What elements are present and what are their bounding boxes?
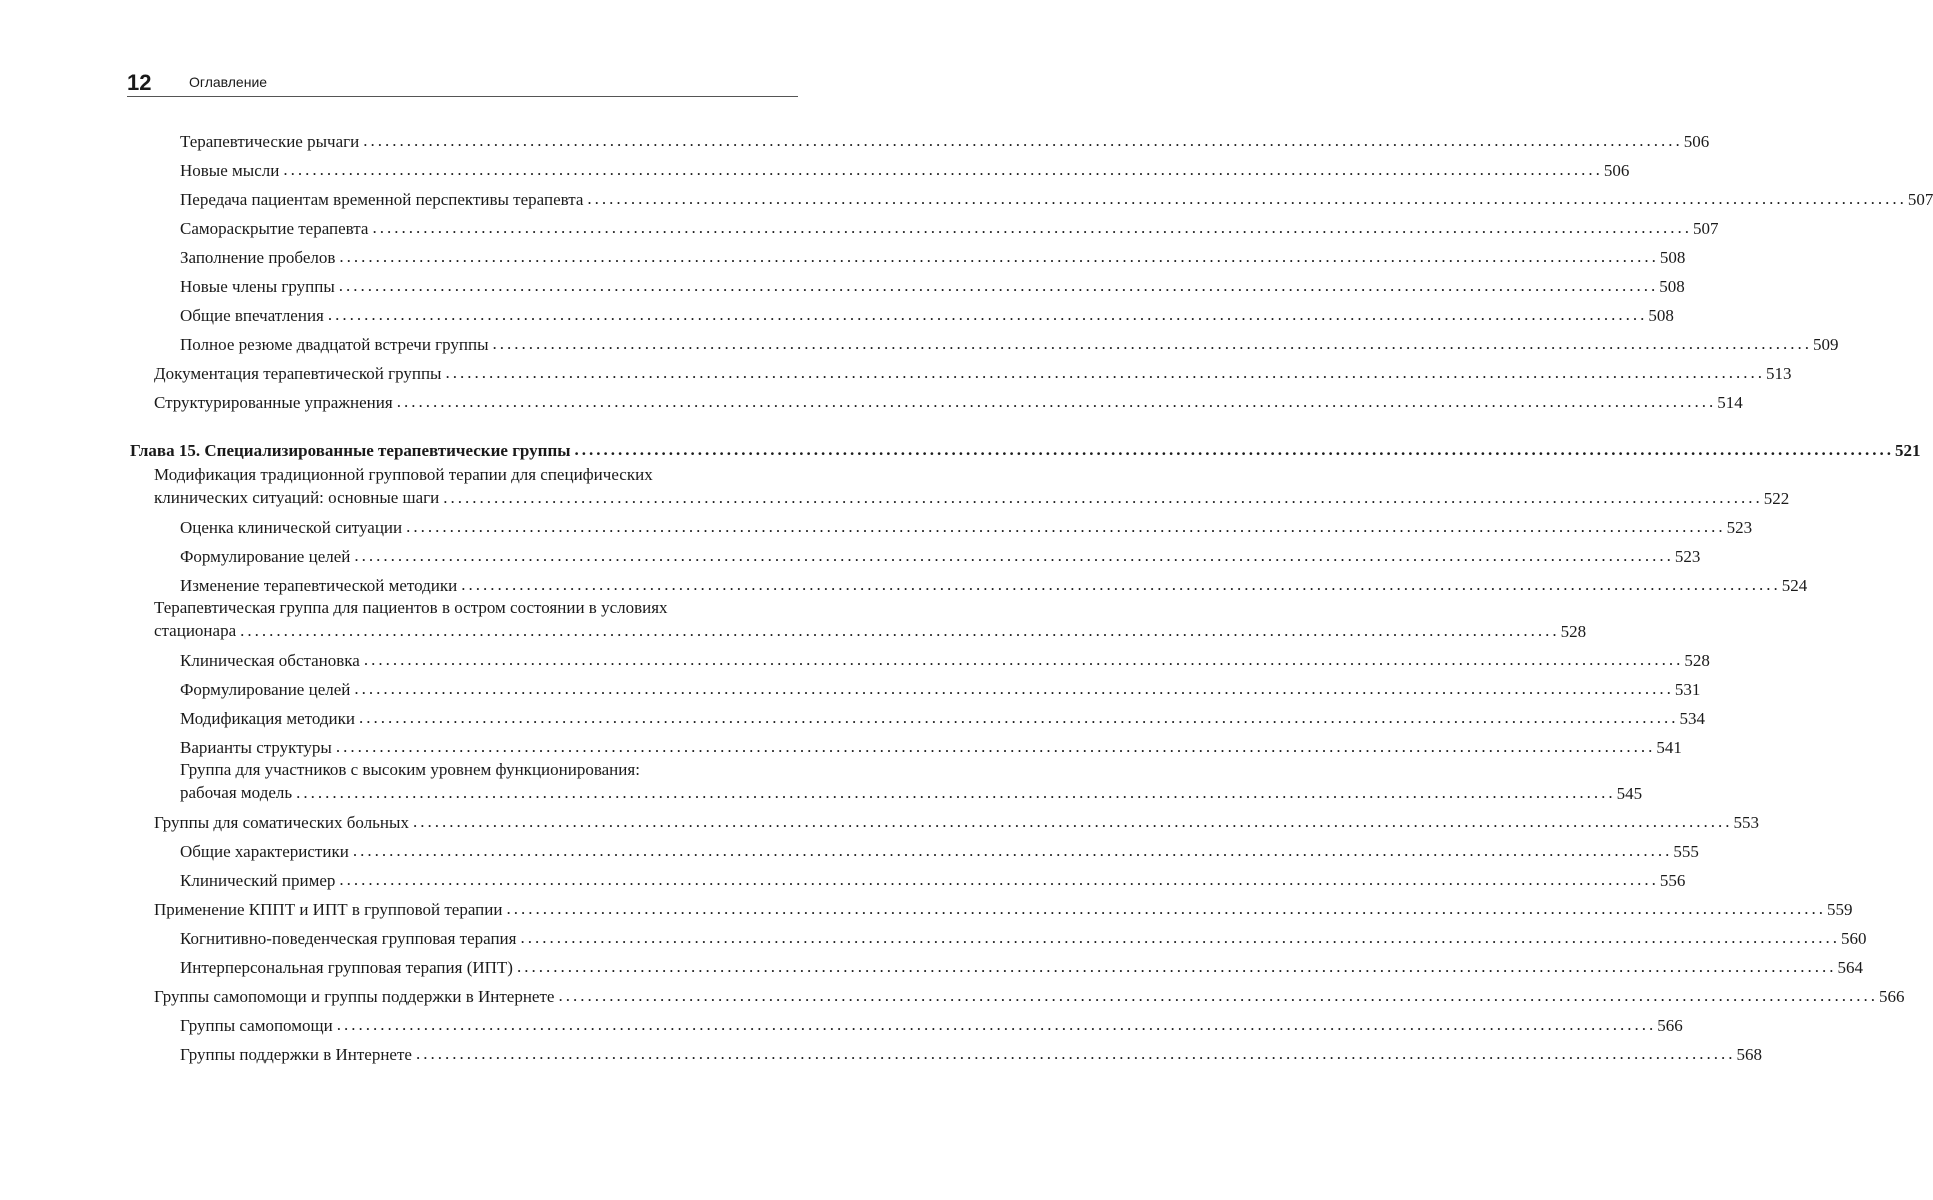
toc-entry[interactable]: [130, 181, 1933, 210]
toc-leader-dots: [240, 624, 1560, 638]
toc-leader-dots: [397, 395, 1717, 409]
toc-entry-label-continued: рабочая модель: [180, 783, 293, 802]
toc-leader-dots: [416, 1047, 1736, 1061]
toc-entry-label: Варианты структуры: [180, 738, 332, 757]
toc-entry-label: Модификация методики: [180, 709, 355, 728]
toc-page-number: 506: [1683, 132, 1710, 151]
running-title: Оглавление: [189, 74, 268, 90]
toc-page-number: 528: [1684, 651, 1710, 670]
toc-leader-dots: [461, 578, 1781, 592]
toc-leader-dots: [359, 711, 1679, 725]
toc-entry-label-continued: стационара: [154, 621, 237, 640]
toc-entry[interactable]: [130, 509, 1753, 538]
toc-page-number: 507: [1907, 190, 1933, 209]
toc-entry[interactable]: [130, 642, 1710, 671]
toc-entry[interactable]: [130, 152, 1630, 181]
toc-entry[interactable]: [130, 239, 1686, 268]
toc-entry-label: Оценка клинической ситуации: [180, 518, 403, 537]
toc-entry[interactable]: [130, 978, 1905, 1007]
toc-entry-label: Группы самопомощи: [180, 1016, 333, 1035]
toc-entry-label: Когнитивно-поведенческая групповая терапия: [180, 929, 517, 948]
toc-leader-dots: [339, 873, 1659, 887]
toc-entry[interactable]: [130, 891, 1853, 920]
toc-leader-dots: [558, 989, 1878, 1003]
toc-leader-dots: [372, 221, 1692, 235]
toc-entry[interactable]: [130, 1007, 1683, 1036]
toc-page-number: 508: [1648, 306, 1674, 325]
toc-page-number: 568: [1736, 1045, 1762, 1064]
toc-entry[interactable]: [130, 268, 1685, 297]
toc-page-number: 506: [1603, 161, 1630, 180]
table-of-contents: [130, 123, 1933, 1065]
toc-entry-label: Группа для участников с высоким уровнем функционирования:: [180, 760, 640, 779]
toc-entry-label: Интерперсональная групповая терапия (ИПТ): [180, 958, 513, 977]
toc-page-number: 523: [1674, 547, 1701, 566]
toc-entry[interactable]: [130, 949, 1863, 978]
toc-leader-dots: [493, 337, 1813, 351]
toc-entry[interactable]: [130, 123, 1710, 152]
toc-leader-dots: [445, 366, 1765, 380]
toc-entry[interactable]: [130, 671, 1701, 700]
toc-entry-label: Группы самопомощи и группы поддержки в Интернете: [154, 987, 555, 1006]
toc-page-number: 523: [1726, 518, 1753, 537]
toc-leader-dots: [520, 931, 1840, 945]
toc-leader-dots: [337, 1018, 1657, 1032]
toc-entry[interactable]: [130, 326, 1839, 355]
toc-entry-label: Документация терапевтической группы: [154, 364, 442, 383]
toc-leader-dots: [328, 308, 1648, 322]
toc-page-number: 507: [1692, 219, 1719, 238]
toc-page-number: 521: [1895, 441, 1921, 460]
toc-entry[interactable]: [130, 567, 1808, 596]
toc-leader-dots: [354, 549, 1674, 563]
toc-entry-label-continued: клинических ситуаций: основные шаги: [154, 488, 440, 507]
toc-page-number: 566: [1657, 1016, 1683, 1035]
toc-entry-label: Самораскрытие терапевта: [180, 219, 369, 238]
toc-page-number: 566: [1878, 987, 1905, 1006]
toc-entry-label: Общие характеристики: [180, 842, 349, 861]
toc-entry-label: Терапевтическая группа для пациентов в остром состоянии в условиях: [154, 598, 668, 617]
toc-entry[interactable]: [130, 862, 1686, 891]
toc-entry[interactable]: [130, 700, 1705, 729]
toc-page-number: 559: [1826, 900, 1853, 919]
toc-leader-dots: [283, 163, 1603, 177]
toc-page-number: 541: [1656, 738, 1682, 757]
toc-page-number: 556: [1659, 871, 1686, 890]
toc-leader-dots: [353, 844, 1673, 858]
toc-entry-label: Передача пациентам временной перспективы терапевта: [180, 190, 584, 209]
toc-chapter[interactable]: [130, 432, 1921, 461]
toc-entry-label: Новые члены группы: [180, 277, 335, 296]
toc-page-number: 509: [1813, 335, 1839, 354]
toc-entry-label: Общие впечатления: [180, 306, 324, 325]
toc-page-number: 514: [1717, 393, 1743, 412]
toc-leader-dots: [406, 520, 1726, 534]
toc-leader-dots: [336, 740, 1656, 754]
toc-leader-dots: [443, 491, 1763, 505]
toc-entry-label: Полное резюме двадцатой встречи группы: [180, 335, 489, 354]
toc-leader-dots: [587, 192, 1907, 206]
toc-entry[interactable]: [130, 355, 1792, 384]
page-number: 12: [127, 70, 152, 95]
toc-leader-dots: [363, 134, 1683, 148]
toc-entry[interactable]: [130, 297, 1674, 326]
toc-leader-dots: [517, 960, 1837, 974]
toc-entry[interactable]: [130, 920, 1867, 949]
toc-page-number: 508: [1659, 248, 1686, 267]
toc-page-number: 555: [1673, 842, 1699, 861]
toc-page-number: 513: [1765, 364, 1792, 383]
toc-entry[interactable]: [130, 384, 1743, 413]
toc-leader-dots: [354, 682, 1674, 696]
toc-entry[interactable]: [130, 833, 1699, 862]
toc-entry-label: Модификация традиционной групповой терапии для специфических: [154, 465, 653, 484]
toc-entry-label: Группы поддержки в Интернете: [180, 1045, 412, 1064]
toc-leader-dots: [296, 786, 1616, 800]
toc-leader-dots: [339, 250, 1659, 264]
toc-leader-dots: [575, 443, 1895, 457]
toc-entry[interactable]: [130, 804, 1759, 833]
toc-leader-dots: [339, 279, 1659, 293]
toc-entry-label: Применение КППТ и ИПТ в групповой терапии: [154, 900, 503, 919]
toc-leader-dots: [506, 902, 1826, 916]
toc-entry[interactable]: [130, 538, 1701, 567]
toc-entry-label: Клиническая обстановка: [180, 651, 360, 670]
toc-entry-label: Клинический пример: [180, 871, 336, 890]
toc-page-number: 534: [1679, 709, 1705, 728]
toc-chapter-label: Глава 15. Специализированные терапевтические группы: [130, 441, 571, 460]
toc-entry-label: Формулирование целей: [180, 547, 351, 566]
toc-entry-label: Изменение терапевтической методики: [180, 576, 458, 595]
toc-entry[interactable]: [130, 210, 1719, 239]
toc-entry[interactable]: [130, 758, 1643, 804]
toc-leader-dots: [364, 653, 1684, 667]
toc-page-number: 508: [1659, 277, 1685, 296]
toc-page-number: 564: [1837, 958, 1863, 977]
toc-entry[interactable]: [130, 463, 1790, 509]
toc-page-number: 522: [1763, 489, 1790, 508]
toc-page-number: 531: [1674, 680, 1701, 699]
toc-entry-label: Структурированные упражнения: [154, 393, 393, 412]
toc-entry-label: Заполнение пробелов: [180, 248, 336, 267]
toc-page-number: 560: [1840, 929, 1867, 948]
toc-entry[interactable]: [130, 729, 1682, 758]
toc-entry-label: Терапевтические рычаги: [180, 132, 360, 151]
toc-page-number: 528: [1560, 622, 1587, 641]
toc-entry-label: Новые мысли: [180, 161, 280, 180]
toc-entry-label: Группы для соматических больных: [154, 813, 409, 832]
toc-entry-label: Формулирование целей: [180, 680, 351, 699]
toc-page-number: 553: [1733, 813, 1759, 832]
toc-page-number: 545: [1616, 784, 1643, 803]
toc-entry[interactable]: [130, 1036, 1762, 1065]
toc-page-number: 524: [1781, 576, 1808, 595]
toc-leader-dots: [413, 815, 1733, 829]
running-header: [127, 68, 798, 97]
toc-entry[interactable]: [130, 596, 1587, 642]
